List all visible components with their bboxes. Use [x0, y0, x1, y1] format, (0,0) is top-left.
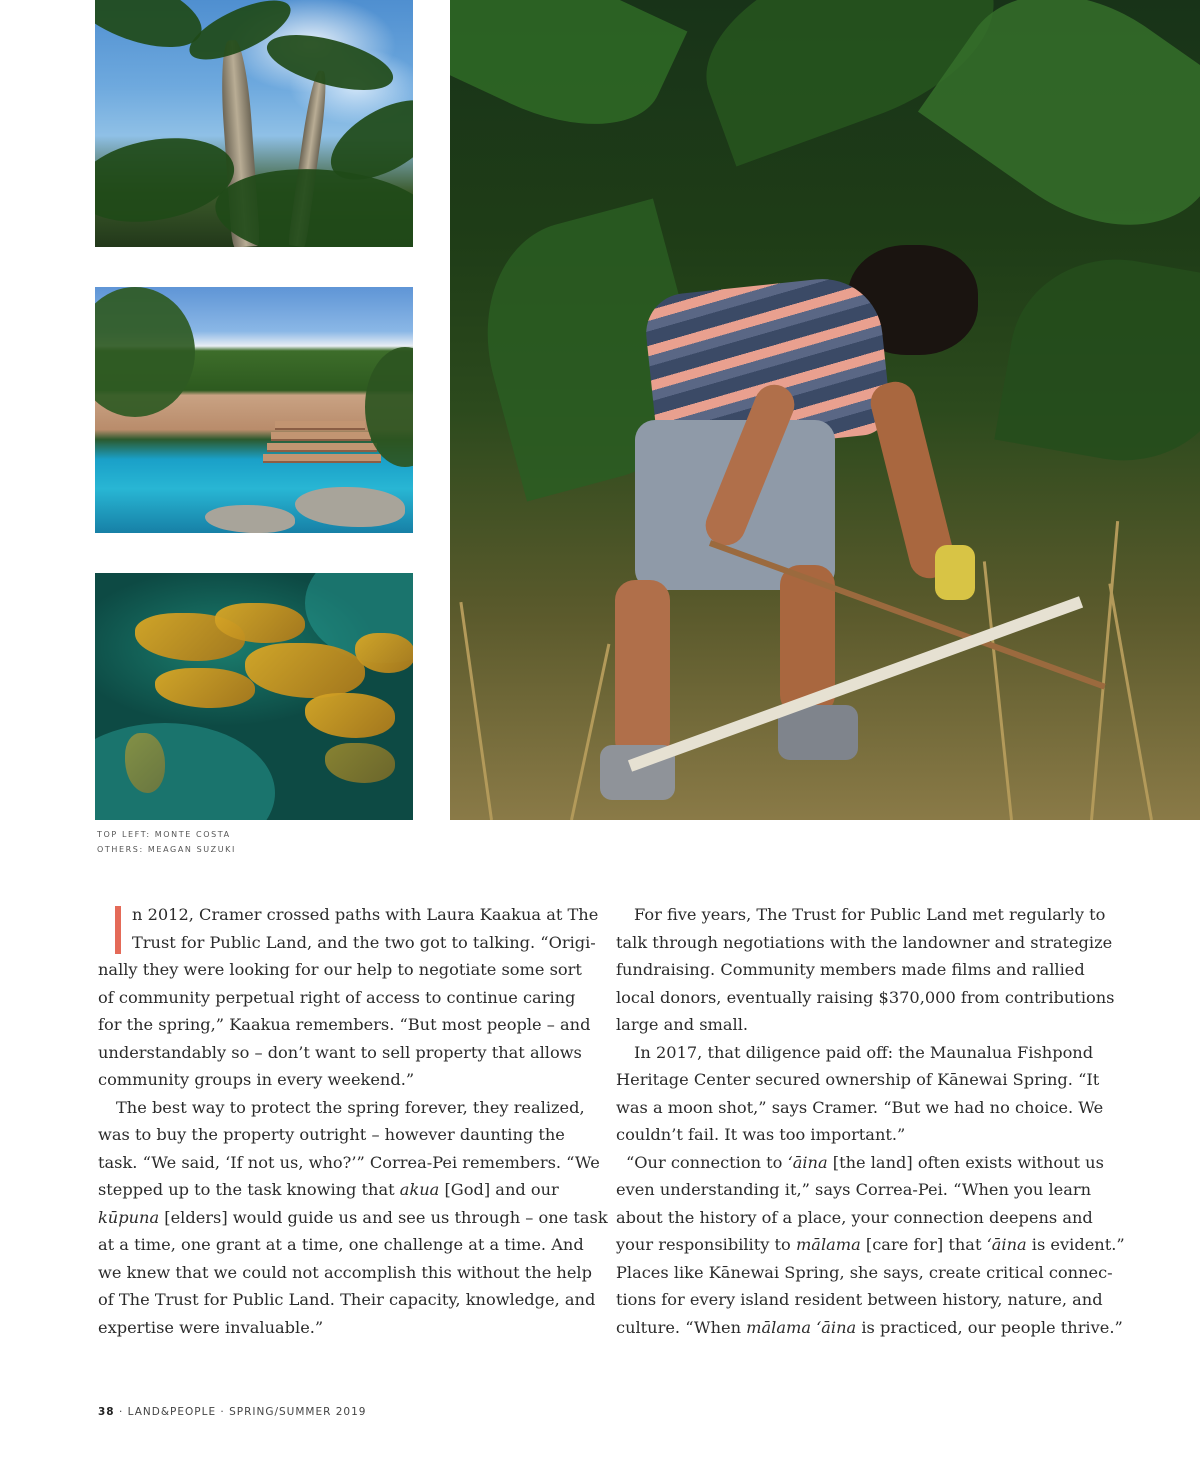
article-line: even understanding it,” says Correa-Pei. “When you learn [616, 1180, 1092, 1199]
article-line: For five years, The Trust for Public Land met regularly to [634, 905, 1106, 924]
article-line: The best way to protect the spring forever, they realized, [116, 1097, 585, 1117]
publication-line: · LAND&PEOPLE · SPRING/SUMMER 2019 [114, 1406, 367, 1418]
article-line: tions for every island resident between history, nature, and [616, 1290, 1103, 1309]
article-line: at a time, one grant at a time, one challenge at a time. And [98, 1235, 584, 1254]
article-line: Heritage Center secured ownership of Kānewai Spring. “It [616, 1070, 1100, 1089]
palm-trees-photo [95, 0, 413, 247]
article-line: Places like Kānewai Spring, she says, create critical connec- [616, 1262, 1113, 1282]
submerged-rocks-photo [95, 573, 413, 820]
photo-credit-top-left: TOP LEFT: MONTE COSTA [97, 830, 231, 839]
article-column-right [616, 901, 1125, 1341]
photo-credit-others: OTHERS: MEAGAN SUZUKI [97, 845, 236, 854]
article-line: of The Trust for Public Land. Their capacity, knowledge, and [98, 1290, 596, 1309]
article-line: was to buy the property outright – however daunting the [98, 1125, 565, 1144]
man-clearing-brush-photo [450, 0, 1200, 820]
article-line: large and small. [616, 1015, 749, 1034]
article-line: we knew that we could not accomplish this without the help [98, 1262, 592, 1282]
spring-garden-photo [95, 287, 413, 533]
article-line: “Our connection to ‘āina [the land] often exists without us [626, 1152, 1104, 1172]
article-line: fundraising. Community members made films and rallied [616, 960, 1085, 979]
article-line: community groups in every weekend.” [98, 1070, 415, 1089]
article-line: nally they were looking for our help to negotiate some sort [98, 960, 582, 979]
article-line: your responsibility to mālama [care for] that ‘āina is evident.” [616, 1235, 1125, 1254]
article-line: for the spring,” Kaakua remembers. “But most people – and [98, 1015, 591, 1034]
page-number: 38 [98, 1406, 115, 1418]
article-line: In 2017, that diligence paid off: the Maunalua Fishpond [634, 1042, 1094, 1062]
article-line: about the history of a place, your connection deepens and [616, 1207, 1093, 1227]
article-line: kūpuna [elders] would guide us and see us through – one task [98, 1207, 608, 1227]
article-line: couldn’t fail. It was too important.” [616, 1125, 906, 1144]
article-line: local donors, eventually raising $370,000 from contributions [616, 987, 1115, 1007]
article-line: Trust for Public Land, and the two got to talking. “Origi- [132, 932, 596, 952]
article-line: task. “We said, ‘If not us, who?’” Correa-Pei remembers. “We [98, 1152, 600, 1172]
article-column-left [98, 901, 608, 1341]
article-line: was a moon shot,” says Cramer. “But we had no choice. We [616, 1097, 1104, 1117]
article-line: of community perpetual right of access to continue caring [98, 987, 576, 1007]
article-line: culture. “When mālama ‘āina is practiced, our people thrive.” [616, 1317, 1123, 1337]
article-line: stepped up to the task knowing that akua [God] and our [98, 1180, 559, 1199]
article-line: understandably so – don’t want to sell property that allows [98, 1042, 582, 1062]
article-line: n 2012, Cramer crossed paths with Laura Kaakua at The [132, 905, 599, 924]
article-line: talk through negotiations with the landowner and strategize [616, 932, 1113, 952]
article-line: expertise were invaluable.” [98, 1317, 324, 1337]
page-footer [98, 1406, 366, 1418]
